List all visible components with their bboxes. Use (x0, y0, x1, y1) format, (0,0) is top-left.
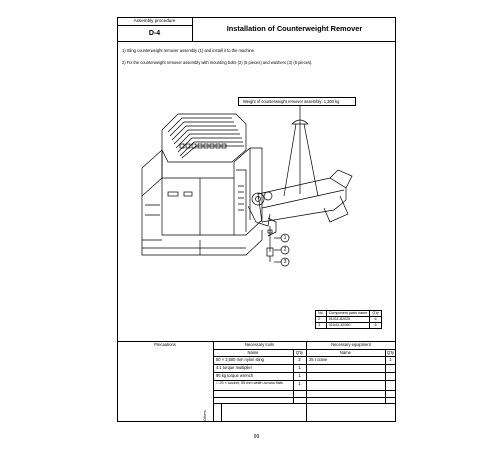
callout-number-3: 3 (283, 259, 287, 265)
parts-cell: 6 (370, 317, 381, 323)
row-line (213, 390, 396, 391)
parts-header-no: No. (316, 311, 327, 317)
equip-qty-header: Q'ty (386, 350, 395, 355)
table-row (316, 323, 382, 329)
tools-qty-header: Q'ty (295, 350, 304, 355)
procedure-box (117, 17, 193, 41)
tool-name-2: 4:1 torque multiplier (216, 365, 252, 370)
parts-header-qty: Q'ty (370, 311, 381, 317)
tool-qty-4: 1 (298, 381, 301, 386)
equip-name-header: Name (340, 350, 351, 355)
parts-cell: 3 (316, 323, 327, 329)
notes-label: Others (203, 410, 207, 421)
tool-qty-2: 1 (298, 365, 301, 370)
equipment-label: Necessary equipment (331, 342, 371, 347)
row-line (213, 397, 396, 398)
parts-cell: 01643-32060 (326, 323, 370, 329)
parts-cell: 01011-82025 (326, 317, 370, 323)
tool-qty-3: 1 (298, 373, 301, 378)
equip-name-1: 25 t crane (309, 357, 328, 362)
header-divider (117, 41, 396, 42)
tool-qty-1: 2 (298, 357, 301, 362)
row-line (213, 403, 396, 404)
parts-table (315, 310, 382, 329)
parts-cell: 6 (370, 323, 381, 329)
tool-name-4: □ 25 × socket, 55 mm width across flats (216, 381, 283, 385)
callout-number-1: 1 (283, 235, 287, 241)
equip-qty-1: 1 (389, 357, 392, 362)
tools-label: Necessary tools (244, 342, 275, 347)
tool-name-1: 50 × 3,500 mm nylon sling (216, 357, 264, 362)
page-number: 99 (253, 434, 260, 440)
procedure-code: D-4 (148, 30, 161, 37)
machine-illustration (117, 98, 396, 273)
callout-number-2: 2 (283, 247, 287, 253)
step-1: 1) Sling counterweight remover assembly (1) and install it to the machine. (122, 48, 256, 53)
page-title: Installation of Counterweight Remover (226, 24, 363, 33)
tool-name-3: 95 kg torque wrench (216, 373, 254, 378)
procedure-label: Assembly procedure (117, 17, 192, 26)
parts-header-name: Component parts name (326, 311, 370, 317)
step-2: 2) Fix the counterweight remover assembly with mounting bolts (2) (6 pieces) and washers (3) (6 pieces). (122, 60, 313, 65)
notes-divider (221, 403, 222, 422)
weight-callout: Weight of counterweight remover assembly: 1,300 kg (238, 97, 356, 106)
parts-cell: 2 (316, 317, 327, 323)
precautions-label: Precautions (154, 342, 176, 347)
tools-name-header: Name (247, 350, 259, 355)
